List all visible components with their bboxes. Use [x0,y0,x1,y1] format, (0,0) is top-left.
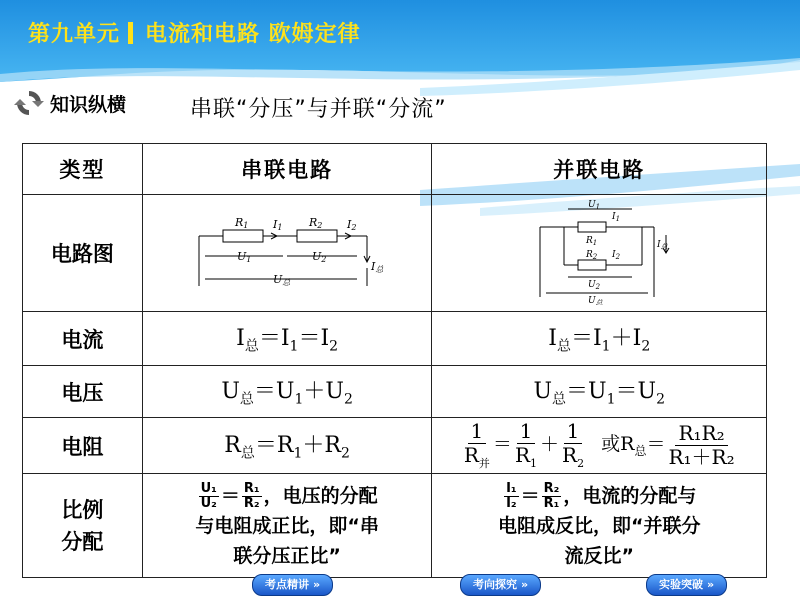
label-i2-parallel: $I_2$ [612,250,621,261]
row-label-diagram: 电路图 [23,195,143,312]
label-u-total: U总 [273,273,291,287]
bottom-nav [0,574,800,598]
series-current-formula: $I_总=I_1=I_2$ [142,312,432,366]
unit-number: 第九单元 [28,22,121,47]
unit-title [28,17,361,48]
resistor-r2-parallel [578,260,606,270]
label-u1-parallel: $U_1$ [588,200,601,211]
label-u1: U1 [237,250,252,264]
comparison-table [22,143,767,578]
label-i2: I2 [347,218,357,232]
table-row-current [23,312,767,366]
chapter-title: 电流和电路 欧姆定律 [145,22,361,47]
nav-button-experiments[interactable]: 实验突破 » [646,574,727,596]
frac-u1-u2: $\frac{\text{U₁}}{\text{U₂}}$ [200,480,217,511]
parallel-circuit-cell [432,195,767,312]
frac-product-over-sum: $\frac{\text{R₁R₂}}{\text{R₁＋R₂}}$ [668,420,735,469]
title-divider [128,22,133,44]
frac-1-over-r1: $\frac{1}{R_1}$ [514,419,537,471]
table-row-voltage [23,366,767,418]
row-label-current: 电流 [23,312,143,366]
label-u-total-parallel: $U_总$ [588,296,603,305]
table-row-resistance [23,418,767,474]
row-label-ratio: 比例 分配 [23,474,143,578]
frac-r2-r1: $\frac{\text{R₂}}{\text{R₁}}$ [543,480,560,511]
row-label-resistance: 电阻 [23,418,143,474]
label-i-total: I总 [371,260,384,274]
parallel-voltage-formula: $U_总=U_1=U_2$ [432,366,767,418]
label-i1-parallel: $I_1$ [612,212,621,223]
resistor-r1 [223,230,263,242]
col-header-series: 串联电路 [142,144,432,195]
resistor-r1-parallel [578,222,606,232]
label-i1: I1 [273,218,283,232]
col-header-parallel: 并联电路 [432,144,767,195]
frac-1-over-r2: $\frac{1}{R_2}$ [562,419,585,471]
parallel-circuit-diagram [524,197,674,305]
series-circuit-diagram [187,206,387,296]
series-voltage-formula: $U_总=U_1+U_2$ [142,366,432,418]
table-row-diagram [23,195,767,312]
table-header-row [23,144,767,195]
frac-1-over-rpar: $\frac{1}{R_并}$ [463,419,490,471]
label-r1-parallel: $R_1$ [586,236,598,247]
label-u2: U2 [312,250,327,264]
refresh-arrows-icon [14,88,44,118]
nav-button-exam-trends[interactable]: 考向探究 » [460,574,541,596]
nav-button-key-points[interactable]: 考点精讲 » [252,574,333,596]
topic-heading: 串联“分压”与并联“分流” [190,97,447,122]
label-r2: R2 [309,216,323,230]
series-circuit-cell [142,195,432,312]
frac-r1-r2: $\frac{\text{R₁}}{\text{R₂}}$ [243,480,260,511]
series-ratio-text: $\frac{\text{U₁}}{\text{U₂}}$ ＝ $\frac{\text{R₁}}{\text{R₂}}$ ，电压的分配 与电阻成正比，即“串 联分压正比” [142,474,432,578]
col-header-type: 类型 [23,144,143,195]
frac-i1-i2: $\frac{\text{I₁}}{\text{I₂}}$ [506,480,517,511]
resistor-r2 [297,230,337,242]
label-i-total-parallel: $I_总$ [657,240,668,251]
section-tag-label: 知识纵横 [50,93,127,116]
series-resistance-formula: $R_总=R_1+R_2$ [142,418,432,474]
row-label-voltage: 电压 [23,366,143,418]
parallel-ratio-text: $\frac{\text{I₁}}{\text{I₂}}$ ＝ $\frac{\text{R₂}}{\text{R₁}}$ ，电流的分配与 电阻成反比，即“并联分 流反比” [432,474,767,578]
label-u2-parallel: $U_2$ [588,280,601,291]
section-tag [14,88,126,118]
label-r1: R1 [235,216,249,230]
parallel-resistance-formula: $\frac{1}{R_并}$ ＝ $\frac{1}{R_1}$ ＋ $\frac{1}{R_2}$ 或$R_总=$ $\frac{\text{R₁R₂}}{\text{R₁＋R₂}}$ [432,418,767,474]
label-r2-parallel: $R_2$ [586,250,598,261]
parallel-current-formula: $I_总=I_1+I_2$ [432,312,767,366]
table-row-ratio [23,474,767,578]
